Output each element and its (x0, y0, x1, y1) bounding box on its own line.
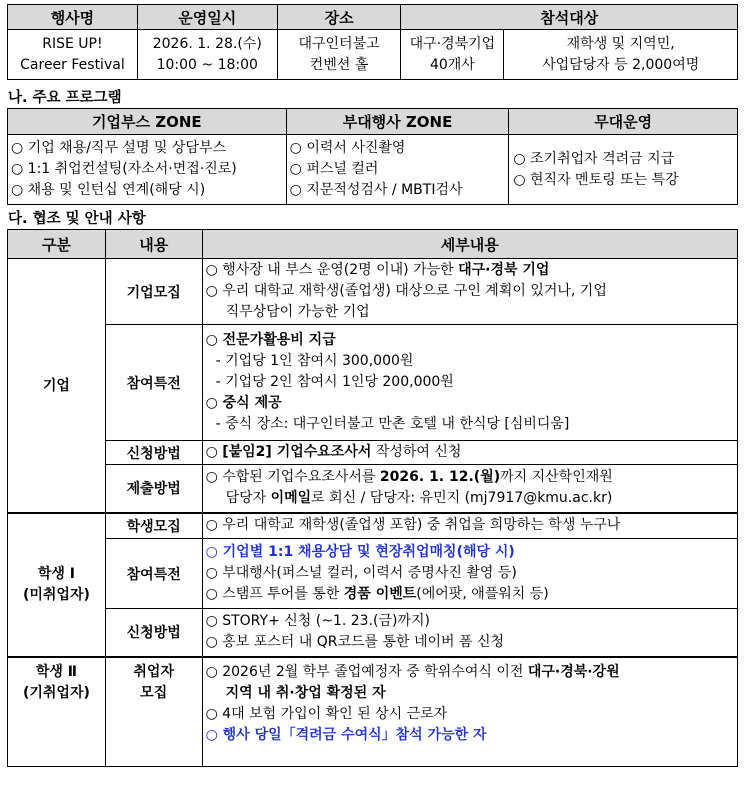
event-date: 2026. 1. 28.(수) (152, 35, 262, 52)
company-recruit-line3: 직무상담이 가능한 기업 (225, 304, 370, 320)
student2-label-line2: 모집 (140, 684, 168, 701)
header-event-name: 행사명 (8, 5, 138, 30)
event-table (7, 4, 738, 80)
company-submit-email-label: 이메일 (270, 490, 312, 507)
header-stage: 무대운영 (509, 109, 738, 135)
student1-apply-detail (202, 609, 737, 657)
student1-benefit-line1: ○ 기업별 1:1 채용상담 및 현장취업매칭(해당 시) (205, 544, 515, 560)
company-recruit-line1 (206, 260, 737, 281)
info-table (7, 229, 738, 767)
programs-table (7, 108, 738, 205)
company-recruit-region: 대구·경북 기업 (458, 262, 550, 278)
student1-benefit-detail (202, 539, 737, 609)
student1-benefit-line2: ○ 부대행사(퍼스널 컬러, 이력서 증명사진 촬영 등) (205, 565, 517, 581)
header-booth-zone: 기업부스 ZONE (8, 109, 287, 135)
company-submit-line2 (206, 488, 737, 509)
event-name-cell (8, 30, 138, 80)
company-apply-line1 (206, 442, 737, 463)
student2-label (105, 657, 202, 767)
company-apply-bullet: ○ (205, 444, 223, 460)
student2-line3: ○ 4대 보험 가입이 확인 된 상시 근로자 (205, 705, 448, 722)
student2-region: 대구·경북·강원 (527, 663, 620, 680)
venue-line2: 컨벤션 홀 (309, 56, 369, 73)
student1-recruit-line1: ○ 우리 대학교 재학생(졸업생 포함) 중 취업을 희망하는 학생 누구나 (205, 517, 621, 534)
company-recruit-detail (202, 259, 737, 325)
company-benefit-detail (202, 325, 737, 441)
company-submit-deadline: 2026. 1. 12.(월) (379, 469, 501, 486)
company-submit-label: 제출방법 (105, 465, 202, 513)
company-apply-detail (202, 441, 737, 465)
event-venue-cell (277, 30, 401, 80)
group-student1 (8, 513, 106, 657)
student1-benefit-event: 경품 이벤트 (343, 586, 417, 602)
header-attendees: 참석대상 (401, 5, 738, 30)
student1-benefit-text: ○ 스탬프 투어를 통한 (205, 586, 344, 602)
company-recruit-text: ○ 행사장 내 부스 운영(2명 이내) 가능한 (205, 262, 459, 278)
group-student1-line1: 학생 Ⅰ (37, 565, 75, 582)
group-company: 기업 (8, 259, 106, 513)
header-venue: 장소 (277, 5, 401, 30)
student2-line2: 지역 내 취·창업 확정된 자 (225, 684, 386, 701)
company-submit-text2: 까지 지산학인재원 (500, 469, 613, 486)
student2-label-line1: 취업자 (133, 663, 174, 680)
group-student2 (8, 657, 106, 767)
company-submit-detail (202, 465, 737, 513)
company-apply-text: 작성하여 신청 (371, 444, 462, 460)
company-benefit-line4: ○ 중식 제공 (205, 395, 282, 411)
header-category: 구분 (8, 230, 106, 259)
section-title-info: 다. 협조 및 안내 사항 (8, 211, 146, 227)
side-item-2: ○ 퍼스널 컬러 (289, 161, 379, 177)
group-student2-line2: (기취업자) (22, 684, 90, 701)
company-benefit-line3: - 기업당 2인 참여시 1인당 200,000원 (215, 374, 454, 390)
attendees-line2: 사업담당자 등 2,000여명 (542, 56, 700, 73)
booth-item-3: ○ 채용 및 인턴십 연계(해당 시) (11, 182, 206, 198)
student1-recruit-detail (202, 513, 737, 539)
attendees-line1: 재학생 및 지역민, (566, 35, 675, 52)
student1-recruit-label: 학생모집 (105, 513, 202, 539)
header-side-zone: 부대행사 ZONE (286, 109, 509, 135)
stage-item-2: ○ 현직자 멘토링 또는 특강 (513, 171, 679, 188)
student2-text: ○ 2026년 2월 학부 졸업예정자 중 학위수여식 이전 (205, 663, 528, 680)
booth-zone-cell (8, 135, 287, 205)
companies-line1: 대구·경북기업 (409, 35, 496, 52)
company-apply-label: 신청방법 (105, 441, 202, 465)
student1-apply-line2: ○ 홍보 포스터 내 QR코드를 통한 네이버 폼 신청 (205, 634, 505, 651)
company-submit-line1 (206, 467, 737, 488)
company-submit-contact-info: 로 회신 / 담당자: 유민지 (mj7917@kmu.ac.kr) (311, 490, 613, 507)
companies-line2: 40개사 (429, 56, 475, 73)
student1-apply-line1: ○ STORY+ 신청 (~1. 23.(금)까지) (205, 613, 430, 630)
student2-line4: ○ 행사 당일「격려금 수여식」참석 가능한 자 (205, 726, 487, 743)
student2-detail (202, 657, 737, 767)
event-attendees-cell (504, 30, 738, 80)
student1-benefit-label: 참여특전 (105, 539, 202, 609)
event-companies-cell (401, 30, 504, 80)
group-student1-line2: (미취업자) (22, 586, 90, 603)
student1-benefit-line3 (206, 584, 737, 605)
venue-line1: 대구인터불고 (298, 35, 380, 52)
company-apply-form: [붙임2] 기업수요조사서 (222, 444, 372, 460)
student1-apply-label: 신청방법 (105, 609, 202, 657)
section-title-programs: 나. 주요 프로그램 (8, 90, 122, 106)
event-datetime-cell (137, 30, 277, 80)
booth-item-1: ○ 기업 채용/직무 설명 및 상담부스 (11, 140, 226, 156)
company-benefit-line1: ○ 전문가활용비 지급 (205, 332, 336, 348)
company-submit-contact: 담당자 (225, 490, 271, 507)
company-submit-text: ○ 수합된 기업수요조사서를 (205, 469, 380, 486)
stage-item-1: ○ 조기취업자 격려금 지급 (513, 150, 675, 167)
side-item-1: ○ 이력서 사진촬영 (289, 140, 406, 156)
company-benefit-line2: - 기업당 1인 참여시 300,000원 (215, 353, 414, 369)
side-zone-cell (286, 135, 509, 205)
company-recruit-line2: ○ 우리 대학교 재학생(졸업생) 대상으로 구인 계획이 있거나, 기업 (205, 283, 607, 299)
stage-cell (509, 135, 738, 205)
header-content: 내용 (105, 230, 202, 259)
header-datetime: 운영일시 (137, 5, 277, 30)
company-benefit-line5: - 중식 장소: 대구인터불고 만촌 호텔 내 한식당 [심비디움] (215, 416, 570, 432)
event-name-line2: Career Festival (20, 56, 125, 73)
event-time: 10:00 ~ 18:00 (156, 56, 258, 73)
header-details: 세부내용 (202, 230, 737, 259)
student2-line1 (206, 662, 737, 683)
group-student2-line1: 학생 Ⅱ (35, 663, 77, 680)
booth-item-2: ○ 1:1 취업컨설팅(자소서·면접·진로) (11, 161, 237, 177)
company-benefit-label: 참여특전 (105, 325, 202, 441)
side-item-3: ○ 지문적성검사 / MBTI검사 (289, 182, 463, 198)
student1-benefit-prizes: (에어팟, 애플워치 등) (416, 586, 549, 602)
event-name-line1: RISE UP! (42, 35, 103, 52)
company-recruit-label: 기업모집 (105, 259, 202, 325)
